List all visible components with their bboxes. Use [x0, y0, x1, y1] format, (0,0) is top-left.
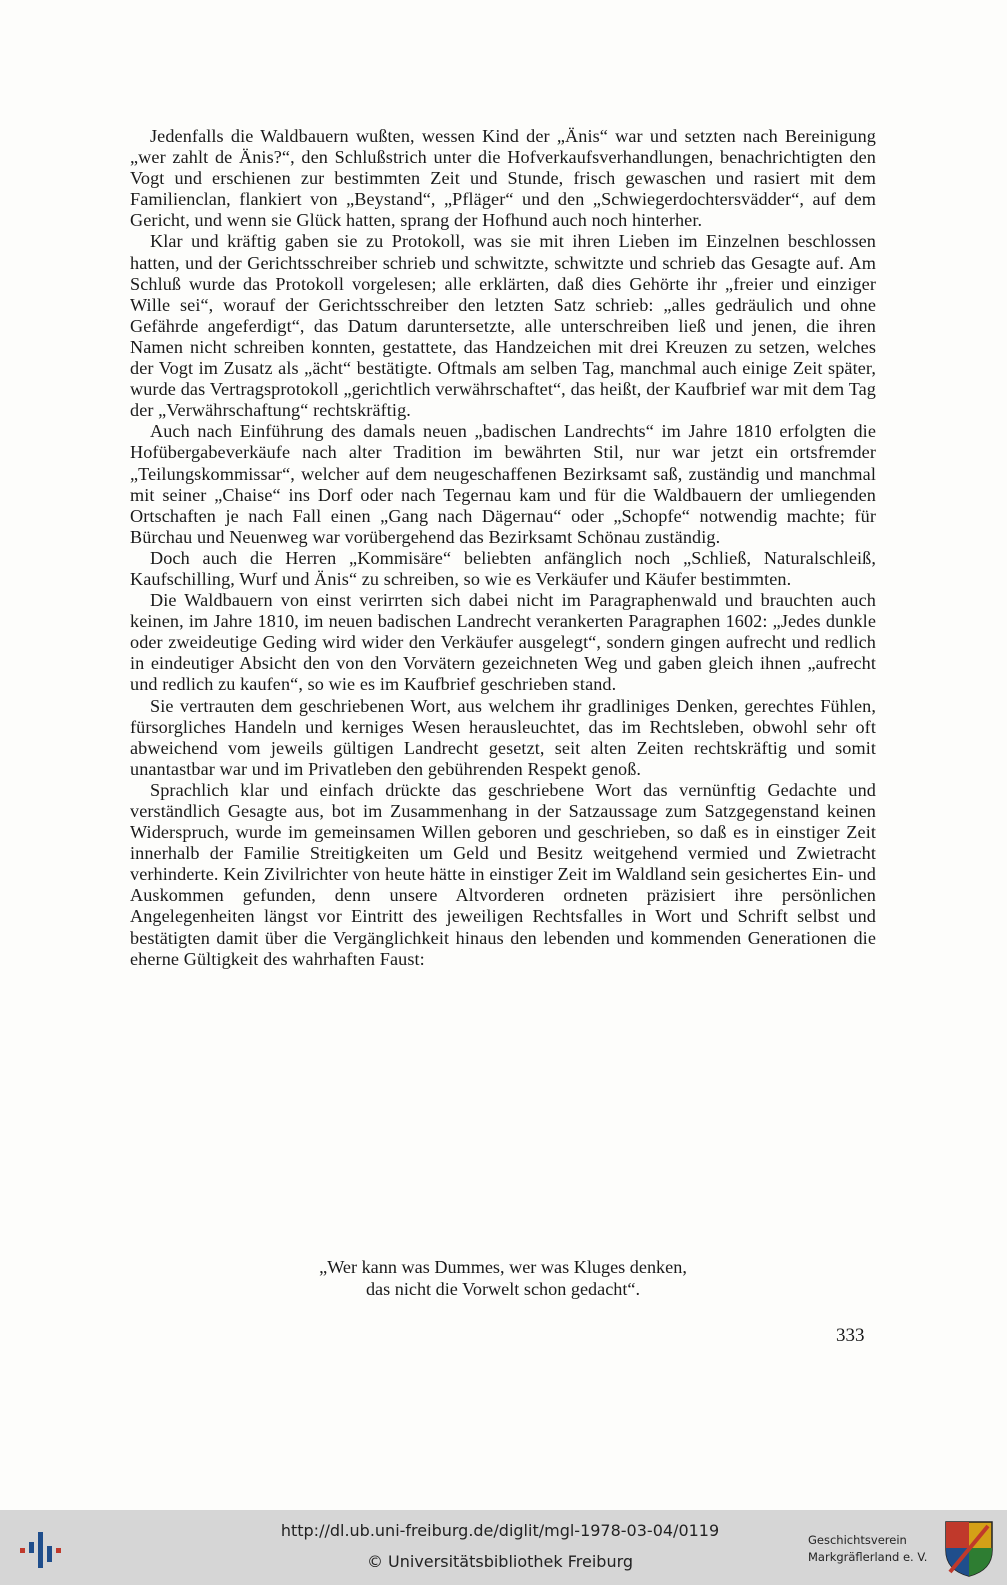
page-number: 333 [836, 1325, 865, 1346]
paragraph: Doch auch die Herren „Kommisäre“ beliebten anfänglich noch „Schließ, Naturalschleiß, Kaufschilling, Wurf und Änis“ zu schreiben, so wie es Verkäufer und Käufer bestimmten. [130, 547, 876, 589]
footer-bar [0, 1510, 1007, 1585]
paragraph: Jedenfalls die Waldbauern wußten, wessen Kind der „Änis“ war und setzten nach Bereinigung „wer zahlt de Änis?“, den Schlußstrich unter die Hofverkaufsverhandlungen, benachrichtigten den Vogt und erschienen zur bestimmten Zeit und Stunde, frisch gewaschen und rasiert mit dem Familienclan, flankiert von „Beystand“, „Pfläger“ und den „Schwiegerdochtersvädder“, auf dem Gericht, und wenn sie Glück hatten, sprang der Hofhund auch noch hinterher. [130, 126, 876, 231]
society-name [808, 1532, 938, 1566]
paragraph: Sprachlich klar und einfach drückte das geschriebene Wort das vernünftig Gedachte und verständlich Gesagte aus, bot im Zusammenhang in der Satzaussage zum Satzgegenstand keinen Widerspruch, wurde im gemeinsamen Willen geboren und geschrieben, so daß es in einstiger Zeit innerhalb der Familie Streitigkeiten um Geld und Besitz weitgehend vermied und Zwietracht verhinderte. Kein Zivilrichter von heute hätte in einstiger Zeit im Waldland sein gesichertes Ein- und Auskommen gefunden, denn unsere Altvorderen ordneten präzisiert ihre persönlichen Angelegenheiten längst vor Eintritt des jeweiligen Rechtsfalles in Wort und Schrift selbst und bestätigten damit über die Vergänglichkeit hinaus den lebenden und kommenden Generationen die eherne Gültigkeit des wahrhaften Faust: [130, 779, 876, 969]
quote-line: „Wer kann was Dummes, wer was Kluges denken, [319, 1257, 687, 1277]
ub-freiburg-logo-icon [18, 1530, 68, 1570]
paragraph: Sie vertrauten dem geschriebenen Wort, aus welchem ihr gradliniges Denken, gerechtes Fühlen, fürsorgliches Handeln und kerniges Wesen herausleuchtet, das im Rechtsleben, obwohl sehr oft abweichend vom jeweils gültigen Landrecht gesetzt, seit alten Zeiten rechtskräftig und somit unantastbar war und im Privatleben den gebührenden Respekt genoß. [130, 695, 876, 779]
society-line: Geschichtsverein [808, 1533, 907, 1547]
copyright-notice: © Universitätsbibliothek Freiburg [366, 1552, 634, 1571]
paragraph: Die Waldbauern von einst verirrten sich dabei nicht im Paragraphenwald und brauchten auch keinen, im Jahre 1810, im neuen badischen Landrecht verankerten Paragraphen 1602: „Jedes dunkle oder zweideutige Geding wird wider den Verkäufer ausgelegt“, sondern gingen aufrecht und redlich in eindeutiger Absicht den von den Vorvätern gezeichneten Weg und gaben gleich ihnen „aufrecht und redlich zu kaufen“, so wie es im Kaufbrief geschrieben stand. [130, 590, 876, 695]
permalink-url[interactable]: http://dl.ub.uni-freiburg.de/diglit/mgl-1978-03-04/0119 [280, 1521, 720, 1540]
quote-line: das nicht die Vorwelt schon gedacht“. [365, 1279, 641, 1299]
society-line: Markgräflerland e. V. [808, 1550, 928, 1564]
faust-quote [130, 1256, 876, 1300]
paragraph: Auch nach Einführung des damals neuen „badischen Landrechts“ im Jahre 1810 erfolgten die Hofübergabeverkäufe nach alter Tradition im bewährten Stil, nur war jetzt ein ortsfremder „Teilungskommissar“, welcher auf dem neugeschaffenen Bezirksamt saß, zuständig und manchmal mit seiner „Chaise“ ins Dorf oder nach Tegernau kam und für die Waldbauern der umliegenden Ortschaften je nach Fall einen „Gang nach Dägernau“ oder „Schopfe“ notwendig machte; für Bürchau und Neuenweg war vorübergehend das Bezirksamt Schönau zuständig. [130, 421, 876, 547]
coat-of-arms-icon [944, 1520, 994, 1578]
paragraph: Klar und kräftig gaben sie zu Protokoll, was sie mit ihren Lieben im Einzelnen beschlossen hatten, und der Gerichtsschreiber schrieb und schwitzte, schwitzte und schrieb das Gesagte auf. Am Schluß wurde das Protokoll vorgelesen; alle erklärten, daß dies Gehörte ihr „freier und einziger Wille sei“, worauf der Gerichtsschreiber den letzten Satz schrieb: „alles gedräulich und ohne Gefährde angeferdigt“, das Datum daruntersetzte, alle unterschreiben ließ und jenen, die ihren Namen nicht schreiben konnten, gestattete, das Handzeichen mit drei Kreuzen zu setzen, welches der Vogt im Zusatz als „ächt“ bestätigte. Oftmals am selben Tag, manchmal auch einige Zeit später, wurde das Vertragsprotokoll „gerichtlich verwährschaftet“, das heißt, der Kaufbrief war mit dem Tag der „Verwährschaftung“ rechtskräftig. [130, 231, 876, 421]
body-text [130, 126, 876, 970]
